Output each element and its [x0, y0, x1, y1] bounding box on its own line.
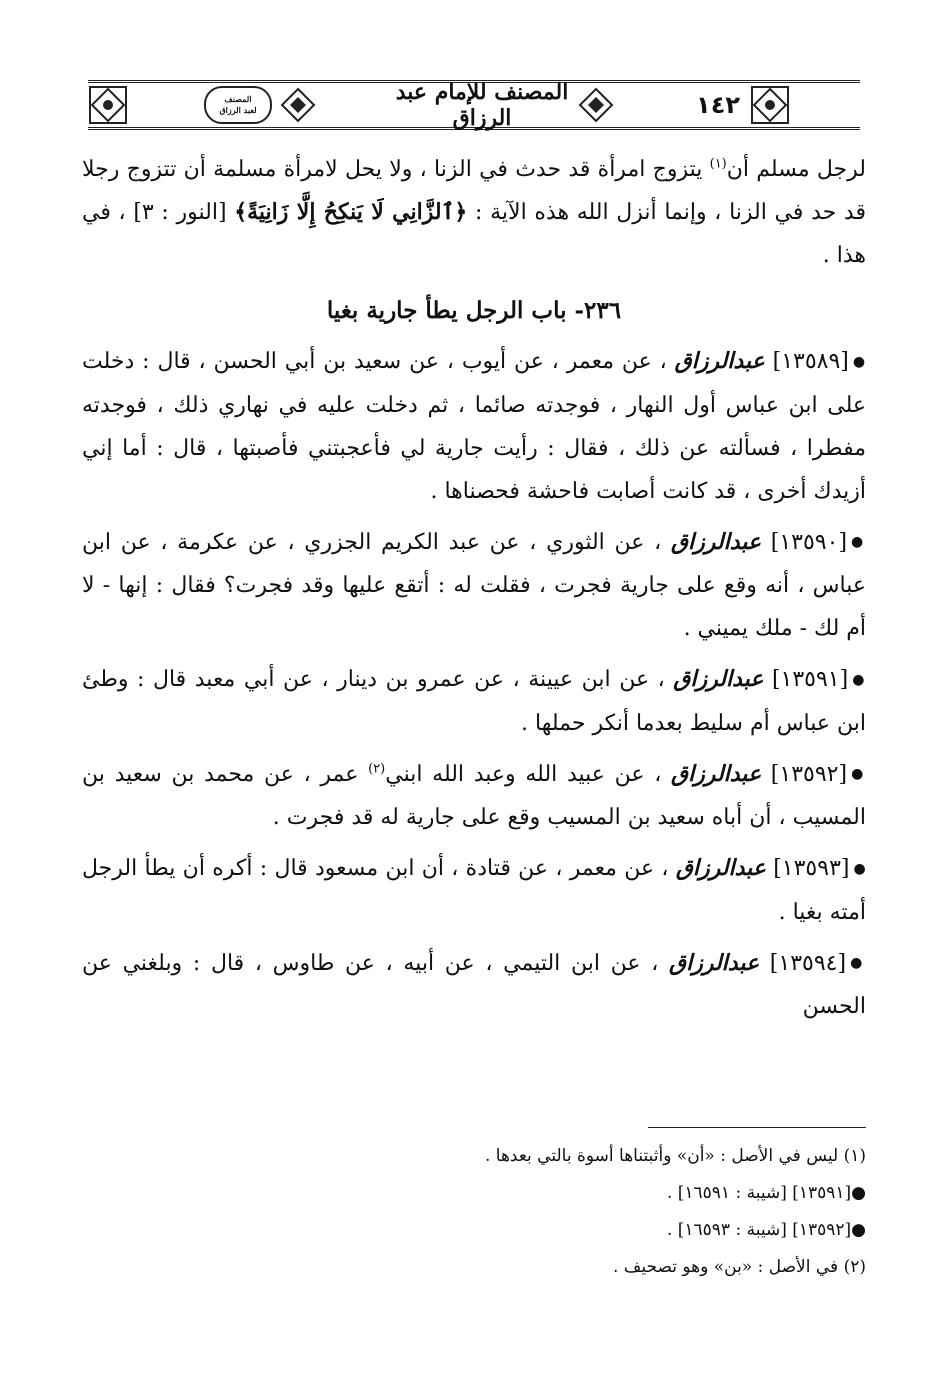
verse-reference: [النور : ٣] ، في هذا . — [82, 200, 866, 268]
entry-number: [١٣٥٩٤] — [769, 950, 847, 976]
entry-text: ، عن ابن عيينة ، عن عمرو بن دينار ، عن أبي معبد قال : وطئ ابن عباس أم سليط بعدما أنكر حملها . — [82, 667, 866, 736]
bullet-icon: ● — [851, 534, 866, 550]
ornament-icon — [88, 85, 198, 125]
ornament-icon — [750, 85, 860, 125]
narrator-name: عبدالرزاق — [675, 855, 766, 881]
entry-number: [١٣٥٩٢] — [770, 761, 848, 787]
hadith-entry — [82, 753, 866, 840]
hadith-entry — [82, 521, 866, 651]
entry-text: عمر ، عن محمد بن سعيد بن المسيب ، أن أباه سعيد بن المسيب وقع على جارية له قد فجرت . — [82, 761, 866, 830]
publisher-seal — [204, 86, 272, 124]
continuation-paragraph — [82, 148, 866, 277]
header-right-ornament — [576, 85, 860, 125]
entry-text: ، عن معمر ، عن قتادة ، أن ابن مسعود قال : أكره أن يطأ الرجل أمته بغيا . — [82, 856, 866, 925]
header-title: المصنف للإمام عبد الرزاق — [395, 79, 569, 131]
continuation-text-1: لرجل مسلم أن — [726, 157, 866, 182]
seal-line-2: لعبد الرزاق — [219, 105, 257, 115]
footnote-marker: (٢) — [368, 761, 386, 777]
entry-number: [١٣٥٩٣] — [773, 856, 850, 881]
bullet-icon: ● — [852, 671, 866, 688]
entry-number: [١٣٥٩١] — [771, 667, 849, 692]
footnote: (١) ليس في الأصل : «أن» وأثبتناها أسوة بالتي بعدها . — [484, 1146, 866, 1166]
entry-text: ، عن الثوري ، عن عبد الكريم الجزري ، عن عكرمة ، عن ابن عباس ، أنه وقع على جارية فجرت ، فقلت له : أتقع عليها وقد فجرت؟ فقال : إنها - لا أم لك - ملك يميني . — [82, 529, 866, 641]
footnote-marker: (١) — [709, 156, 727, 172]
hadith-entry — [82, 340, 866, 513]
hadith-entry — [82, 847, 866, 934]
entry-number: [١٣٥٨٩] — [772, 349, 849, 374]
hadith-entry — [82, 942, 866, 1029]
ornament-icon — [576, 85, 686, 125]
entry-text: ، عن معمر ، عن أيوب ، عن سعيد بن أبي الحسن ، قال : دخلت على ابن عباس أول النهار ، فوجدته صائما ، ثم دخلت عليه في نهاري ذلك ، فوجدته مفطرا ، فسألته عن ذلك ، فقال : رأيت جارية لي فأعجبتني فأصبتها ، قال : أما إني أزيدك أخرى ، قد كانت أصابت فاحشة فحصناها . — [82, 349, 866, 504]
entry-text: ، عن ابن التيمي ، عن أبيه ، عن طاوس ، قال : وبلغني عن الحسن — [82, 950, 866, 1019]
footnote: ●[١٣٥٩١] [شيبة : ١٦٥٩١] . — [666, 1183, 866, 1203]
footnote: ●[١٣٥٩٢] [شيبة : ١٦٥٩٣] . — [666, 1220, 866, 1240]
hadith-entry — [82, 658, 866, 745]
chapter-title: ٢٣٦- باب الرجل يطأ جارية بغيا — [326, 297, 622, 324]
bullet-icon: ● — [850, 955, 866, 971]
entry-text: ، عن عبيد الله وعبد الله ابني — [385, 761, 671, 787]
narrator-name: عبدالرزاق — [674, 348, 765, 374]
entry-number: [١٣٥٩٠] — [770, 529, 848, 555]
running-header — [88, 80, 860, 130]
footnote: (٢) في الأصل : «بن» وهو تصحيف . — [612, 1257, 866, 1277]
ornament-icon — [278, 85, 388, 125]
narrator-name: عبدالرزاق — [671, 760, 762, 787]
main-text — [82, 148, 866, 1028]
page-number: ١٤٢ — [696, 91, 740, 119]
footnote-divider — [648, 1127, 866, 1128]
narrator-name: عبدالرزاق — [673, 666, 764, 692]
seal-line-1: المصنف — [224, 94, 252, 104]
narrator-name: عبدالرزاق — [670, 528, 762, 555]
bullet-icon: ● — [852, 353, 866, 370]
bullet-icon: ● — [853, 860, 866, 877]
bullet-icon: ● — [851, 766, 866, 782]
narrator-name: عبدالرزاق — [669, 949, 760, 976]
continuation-text-2: يتزوج امرأة قد حدث في الزنا ، ولا يحل لامرأة مسلمة أن تتزوج رجلا قد حد في الزنا ، وإنما أنزل الله هذه الآية : — [82, 157, 866, 225]
header-left-ornament — [88, 85, 388, 125]
footnotes — [82, 1138, 866, 1286]
quran-verse: ﴿ٱلزَّانِي لَا يَنكِحُ إِلَّا زَانِيَةً﴾ — [234, 199, 468, 225]
